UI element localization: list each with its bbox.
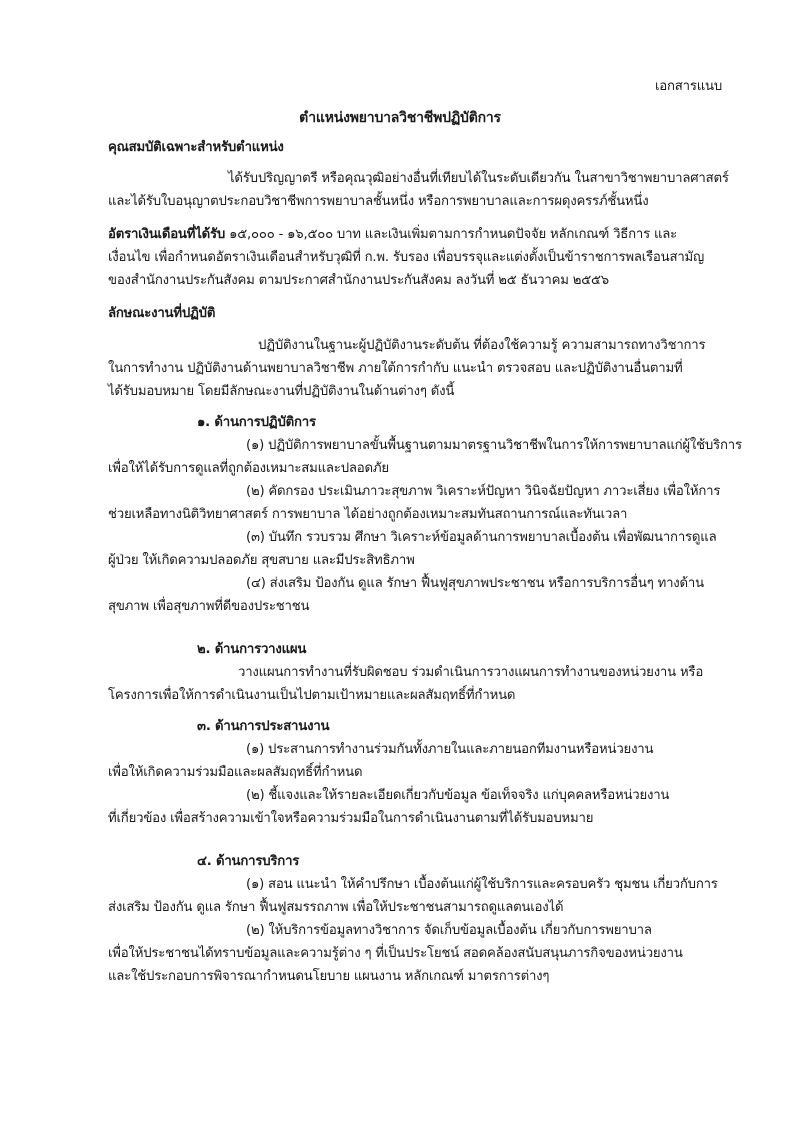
section-item-line: วางแผนการทำงานที่รับผิดชอบ ร่วมดำเนินการวางแผนการทำงานของหน่วยงาน หรือ xyxy=(238,665,704,680)
qualifications-heading: คุณสมบัติเฉพาะสำหรับตำแหน่ง xyxy=(108,140,284,155)
document-title: ตำแหน่งพยาบาลวิชาชีพปฏิบัติการ xyxy=(299,110,501,126)
section-heading: ๒. ด้านการวางแผน xyxy=(197,642,307,657)
duties-heading: ลักษณะงานที่ปฏิบัติ xyxy=(108,306,216,321)
section-item-line: ที่เกี่ยวข้อง เพื่อสร้างความเข้าใจหรือความร่วมมือในการดำเนินงานตามที่ได้รับมอบหมาย xyxy=(108,811,594,826)
section-item-line: (๑) สอน แนะนำ ให้คำปรึกษา เบื้องต้นแก่ผู้ใช้บริการและครอบครัว ชุมชน เกี่ยวกับการ xyxy=(246,877,718,892)
attachment-label: เอกสารแนบ xyxy=(654,79,722,94)
salary-line xyxy=(108,226,728,244)
section-item-line: (๓) บันทึก รวบรวม ศึกษา วิเคราะห์ข้อมูลด้านการพยาบาลเบื้องต้น เพื่อพัฒนาการดูแล xyxy=(246,530,717,545)
section-item-line: ผู้ป่วย ให้เกิดความปลอดภัย สุขสบาย และมีประสิทธิภาพ xyxy=(108,553,415,568)
section-item-line: (๑) ปฏิบัติการพยาบาลขั้นพื้นฐานตามมาตรฐานวิชาชีพในการให้การพยาบาลแก่ผู้ใช้บริการ xyxy=(246,438,742,453)
section-item-line: เพื่อให้ได้รับการดูแลที่ถูกต้องเหมาะสมและปลอดภัย xyxy=(108,461,389,476)
section-item-line: (๒) ให้บริการข้อมูลทางวิชาการ จัดเก็บข้อมูลเบื้องต้น เกี่ยวกับการพยาบาล xyxy=(246,923,652,938)
qualifications-line: ได้รับปริญญาตรี หรือคุณวุฒิอย่างอื่นที่เทียบได้ในระดับเดียวกัน ในสาขาวิชาพยาบาลศาสตร์ xyxy=(228,171,729,186)
section-item-line: โครงการเพื่อให้การดำเนินงานเป็นไปตามเป้าหมายและผลสัมฤทธิ์ที่กำหนด xyxy=(108,688,516,703)
section-item-line: ช่วยเหลือทางนิติวิทยาศาสตร์ การพยาบาล ได้อย่างถูกต้องเหมาะสมทันสถานการณ์และทันเวลา xyxy=(108,507,628,522)
section-heading: ๑. ด้านการปฏิบัติการ xyxy=(197,415,316,430)
qualifications-line: และได้รับใบอนุญาตประกอบวิชาชีพการพยาบาลชั้นหนึ่ง หรือการพยาบาลและการผดุงครรภ์ชั้นหนึ่ง xyxy=(108,194,649,209)
section-item-line: (๒) คัดกรอง ประเมินภาวะสุขภาพ วิเคราะห์ปัญหา วินิจฉัยปัญหา ภาวะเสี่ยง เพื่อให้การ xyxy=(246,484,721,499)
duties-intro-line: ในการทำงาน ปฏิบัติงานด้านพยาบาลวิชาชีพ ภายใต้การกำกับ แนะนำ ตรวจสอบ และปฏิบัติงานอื่นตามที่ xyxy=(108,361,683,376)
section-item-line: ส่งเสริม ป้องกัน ดูแล รักษา ฟื้นฟูสมรรถภาพ เพื่อให้ประชาชนสามารถดูแลตนเองได้ xyxy=(108,900,564,915)
section-item-line: สุขภาพ เพื่อสุขภาพที่ดีของประชาชน xyxy=(108,599,310,614)
section-item-line: (๑) ประสานการทำงานร่วมกันทั้งภายในและภายนอกทีมงานหรือหน่วยงาน xyxy=(246,742,654,757)
section-heading: ๔. ด้านการบริการ xyxy=(197,854,300,869)
duties-intro-line: ปฏิบัติงานในฐานะผู้ปฏิบัติงานระดับต้น ที่ต้องใช้ความรู้ ความสามารถทางวิชาการ xyxy=(258,338,706,353)
section-item-line: เพื่อให้ประชาชนได้ทราบข้อมูลและความรู้ต่าง ๆ ที่เป็นประโยชน์ สอดคล้องสนับสนุนภารกิจของหน่วยงาน xyxy=(108,946,683,961)
section-item-line: และใช้ประกอบการพิจารณากำหนดนโยบาย แผนงาน หลักเกณฑ์ มาตรการต่างๆ xyxy=(108,969,550,984)
section-item-line: (๒) ชี้แจงและให้รายละเอียดเกี่ยวกับข้อมูล ข้อเท็จจริง แก่บุคคลหรือหน่วยงาน xyxy=(246,788,670,803)
duties-intro-line: ได้รับมอบหมาย โดยมีลักษณะงานที่ปฏิบัติงานในด้านต่างๆ ดังนี้ xyxy=(108,384,455,399)
salary-label: อัตราเงินเดือนที่ได้รับ xyxy=(108,227,226,242)
salary-line: เงื่อนไข เพื่อกำหนดอัตราเงินเดือนสำหรับวุฒิที่ ก.พ. รับรอง เพื่อบรรจุและแต่งตั้งเป็นข้าราชการพลเรือนสามัญ xyxy=(108,250,705,265)
section-heading: ๓. ด้านการประสานงาน xyxy=(197,719,330,734)
salary-line: ของสำนักงานประกันสังคม ตามประกาศสำนักงานประกันสังคม ลงวันที่ ๒๕ ธันวาคม ๒๕๕๖ xyxy=(108,273,609,288)
section-item-line: (๔) ส่งเสริม ป้องกัน ดูแล รักษา ฟื้นฟูสุขภาพประชาชน หรือการบริการอื่นๆ ทางด้าน xyxy=(246,576,704,591)
section-item-line: เพื่อให้เกิดความร่วมมือและผลสัมฤทธิ์ที่กำหนด xyxy=(108,765,363,780)
salary-amount: ๑๕,๐๐๐ - ๑๖,๕๐๐ บาท และเงินเพิ่มตามการกำหนดปัจจัย หลักเกณฑ์ วิธีการ และ xyxy=(225,227,678,242)
